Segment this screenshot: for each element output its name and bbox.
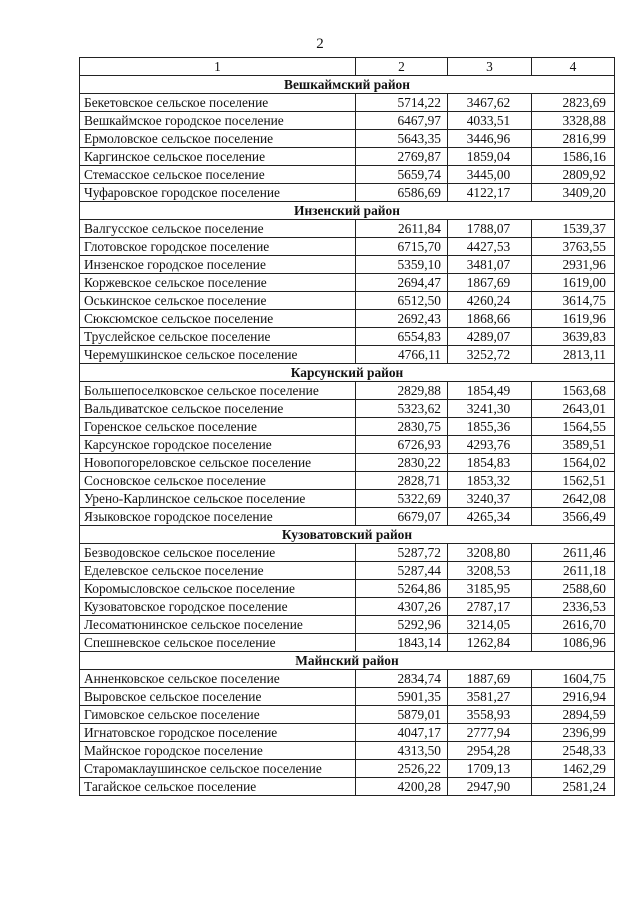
settlement-name-cell: Анненковское сельское поселение: [80, 670, 356, 688]
value-col4-cell: 1604,75: [532, 670, 615, 688]
settlement-name-cell: Оськинское сельское поселение: [80, 292, 356, 310]
settlement-name-cell: Черемушкинское сельское поселение: [80, 346, 356, 364]
settlement-name-cell: Сосновское сельское поселение: [80, 472, 356, 490]
header-row: [80, 58, 615, 76]
settlement-name-cell: Вешкаймское городское поселение: [80, 112, 356, 130]
value-col3-cell: 3208,53: [448, 562, 532, 580]
value-col4-cell: 3639,83: [532, 328, 615, 346]
district-name: Инзенский район: [80, 202, 615, 220]
table-row: [80, 634, 615, 652]
value-col3-cell: 4122,17: [448, 184, 532, 202]
table-row: [80, 742, 615, 760]
value-col3-cell: 3581,27: [448, 688, 532, 706]
value-col2-cell: 5287,44: [356, 562, 448, 580]
value-col4-cell: 2581,24: [532, 778, 615, 796]
value-col4-cell: 2809,92: [532, 166, 615, 184]
value-col2-cell: 2611,84: [356, 220, 448, 238]
district-header-row: [80, 76, 615, 94]
district-name: Майнский район: [80, 652, 615, 670]
value-col3-cell: 2954,28: [448, 742, 532, 760]
table-row: [80, 472, 615, 490]
value-col4-cell: 1086,96: [532, 634, 615, 652]
district-name: Карсунский район: [80, 364, 615, 382]
value-col3-cell: 3185,95: [448, 580, 532, 598]
value-col3-cell: 1855,36: [448, 418, 532, 436]
table-row: [80, 670, 615, 688]
value-col4-cell: 1564,02: [532, 454, 615, 472]
table-row: [80, 688, 615, 706]
value-col3-cell: 3467,62: [448, 94, 532, 112]
table-row: [80, 598, 615, 616]
value-col4-cell: 3566,49: [532, 508, 615, 526]
value-col4-cell: 1619,00: [532, 274, 615, 292]
settlement-name-cell: Урено-Карлинское сельское поселение: [80, 490, 356, 508]
value-col3-cell: 1854,83: [448, 454, 532, 472]
table-row: [80, 544, 615, 562]
table-row: [80, 400, 615, 418]
value-col2-cell: 2694,47: [356, 274, 448, 292]
value-col4-cell: 1564,55: [532, 418, 615, 436]
value-col2-cell: 6715,70: [356, 238, 448, 256]
settlement-name-cell: Инзенское городское поселение: [80, 256, 356, 274]
table-row: [80, 580, 615, 598]
value-col3-cell: 3214,05: [448, 616, 532, 634]
settlement-name-cell: Глотовское городское поселение: [80, 238, 356, 256]
value-col2-cell: 2526,22: [356, 760, 448, 778]
value-col2-cell: 5643,35: [356, 130, 448, 148]
district-header-row: [80, 526, 615, 544]
value-col3-cell: 1859,04: [448, 148, 532, 166]
value-col2-cell: 6554,83: [356, 328, 448, 346]
value-col2-cell: 5322,69: [356, 490, 448, 508]
settlement-name-cell: Лесоматюнинское сельское поселение: [80, 616, 356, 634]
value-col2-cell: 5323,62: [356, 400, 448, 418]
value-col4-cell: 1562,51: [532, 472, 615, 490]
value-col2-cell: 2769,87: [356, 148, 448, 166]
value-col3-cell: 1854,49: [448, 382, 532, 400]
table-row: [80, 256, 615, 274]
header-cell-1: 1: [80, 58, 356, 76]
value-col2-cell: 5714,22: [356, 94, 448, 112]
table-row: [80, 220, 615, 238]
table-row: [80, 310, 615, 328]
table-row: [80, 706, 615, 724]
table-row: [80, 382, 615, 400]
value-col4-cell: 1619,96: [532, 310, 615, 328]
table-row: [80, 184, 615, 202]
table-row: [80, 724, 615, 742]
settlement-name-cell: Выровское сельское поселение: [80, 688, 356, 706]
value-col4-cell: 3614,75: [532, 292, 615, 310]
settlement-name-cell: Карсунское городское поселение: [80, 436, 356, 454]
table-row: [80, 328, 615, 346]
value-col2-cell: 5287,72: [356, 544, 448, 562]
table-row: [80, 292, 615, 310]
value-col2-cell: 2830,22: [356, 454, 448, 472]
table-row: [80, 436, 615, 454]
value-col2-cell: 2829,88: [356, 382, 448, 400]
settlement-name-cell: Чуфаровское городское поселение: [80, 184, 356, 202]
value-col3-cell: 3252,72: [448, 346, 532, 364]
settlement-name-cell: Коромысловское сельское поселение: [80, 580, 356, 598]
table-row: [80, 778, 615, 796]
value-col4-cell: 2813,11: [532, 346, 615, 364]
district-header-row: [80, 202, 615, 220]
value-col4-cell: 2643,01: [532, 400, 615, 418]
value-col3-cell: 4265,34: [448, 508, 532, 526]
settlement-name-cell: Ермоловское сельское поселение: [80, 130, 356, 148]
value-col4-cell: 2931,96: [532, 256, 615, 274]
value-col4-cell: 2916,94: [532, 688, 615, 706]
settlement-name-cell: Старомаклаушинское сельское поселение: [80, 760, 356, 778]
value-col3-cell: 3241,30: [448, 400, 532, 418]
value-col2-cell: 5264,86: [356, 580, 448, 598]
table-row: [80, 274, 615, 292]
value-col2-cell: 4313,50: [356, 742, 448, 760]
district-header-row: [80, 652, 615, 670]
settlement-name-cell: Безводовское сельское поселение: [80, 544, 356, 562]
table-row: [80, 346, 615, 364]
district-name: Вешкаймский район: [80, 76, 615, 94]
settlement-name-cell: Языковское городское поселение: [80, 508, 356, 526]
data-table: [79, 57, 615, 796]
value-col3-cell: 4427,53: [448, 238, 532, 256]
settlement-name-cell: Стемасское сельское поселение: [80, 166, 356, 184]
settlement-name-cell: Игнатовское городское поселение: [80, 724, 356, 742]
settlement-name-cell: Сюксюмское сельское поселение: [80, 310, 356, 328]
table-row: [80, 94, 615, 112]
value-col3-cell: 1262,84: [448, 634, 532, 652]
value-col2-cell: 5879,01: [356, 706, 448, 724]
value-col3-cell: 1709,13: [448, 760, 532, 778]
table-row: [80, 238, 615, 256]
district-name: Кузоватовский район: [80, 526, 615, 544]
header-cell-3: 3: [448, 58, 532, 76]
value-col3-cell: 1788,07: [448, 220, 532, 238]
value-col4-cell: 2616,70: [532, 616, 615, 634]
value-col2-cell: 6586,69: [356, 184, 448, 202]
value-col4-cell: 2396,99: [532, 724, 615, 742]
value-col3-cell: 2947,90: [448, 778, 532, 796]
table-row: [80, 508, 615, 526]
settlement-name-cell: Еделевское сельское поселение: [80, 562, 356, 580]
district-header-row: [80, 364, 615, 382]
value-col3-cell: 1868,66: [448, 310, 532, 328]
value-col3-cell: 1853,32: [448, 472, 532, 490]
table-row: [80, 418, 615, 436]
value-col2-cell: 4766,11: [356, 346, 448, 364]
value-col4-cell: 2548,33: [532, 742, 615, 760]
value-col3-cell: 4293,76: [448, 436, 532, 454]
settlement-name-cell: Горенское сельское поселение: [80, 418, 356, 436]
value-col2-cell: 6512,50: [356, 292, 448, 310]
value-col4-cell: 3763,55: [532, 238, 615, 256]
table-row: [80, 130, 615, 148]
value-col3-cell: 2777,94: [448, 724, 532, 742]
settlement-name-cell: Тагайское сельское поселение: [80, 778, 356, 796]
value-col2-cell: 4200,28: [356, 778, 448, 796]
value-col4-cell: 3409,20: [532, 184, 615, 202]
value-col4-cell: 1586,16: [532, 148, 615, 166]
table-row: [80, 490, 615, 508]
header-cell-4: 4: [532, 58, 615, 76]
value-col2-cell: 5292,96: [356, 616, 448, 634]
value-col4-cell: 2642,08: [532, 490, 615, 508]
value-col4-cell: 1563,68: [532, 382, 615, 400]
value-col2-cell: 6467,97: [356, 112, 448, 130]
settlement-name-cell: Валгусское сельское поселение: [80, 220, 356, 238]
value-col3-cell: 4289,07: [448, 328, 532, 346]
value-col4-cell: 2336,53: [532, 598, 615, 616]
settlement-name-cell: Спешневское сельское поселение: [80, 634, 356, 652]
page-number: 2: [316, 36, 324, 52]
value-col3-cell: 4033,51: [448, 112, 532, 130]
value-col3-cell: 1867,69: [448, 274, 532, 292]
table-row: [80, 562, 615, 580]
value-col4-cell: 1539,37: [532, 220, 615, 238]
value-col3-cell: 3240,37: [448, 490, 532, 508]
value-col4-cell: 1462,29: [532, 760, 615, 778]
value-col2-cell: 1843,14: [356, 634, 448, 652]
table-row: [80, 454, 615, 472]
value-col2-cell: 2834,74: [356, 670, 448, 688]
value-col3-cell: 3558,93: [448, 706, 532, 724]
value-col2-cell: 6726,93: [356, 436, 448, 454]
settlement-name-cell: Труслейское сельское поселение: [80, 328, 356, 346]
value-col4-cell: 2611,46: [532, 544, 615, 562]
table-row: [80, 148, 615, 166]
table-row: [80, 112, 615, 130]
value-col3-cell: 2787,17: [448, 598, 532, 616]
value-col2-cell: 2692,43: [356, 310, 448, 328]
table-row: [80, 760, 615, 778]
value-col3-cell: 3446,96: [448, 130, 532, 148]
settlement-name-cell: Каргинское сельское поселение: [80, 148, 356, 166]
header-cell-2: 2: [356, 58, 448, 76]
value-col3-cell: 3445,00: [448, 166, 532, 184]
value-col4-cell: 3589,51: [532, 436, 615, 454]
value-col4-cell: 2816,99: [532, 130, 615, 148]
value-col3-cell: 4260,24: [448, 292, 532, 310]
value-col2-cell: 2828,71: [356, 472, 448, 490]
value-col2-cell: 5359,10: [356, 256, 448, 274]
settlement-name-cell: Вальдиватское сельское поселение: [80, 400, 356, 418]
settlement-name-cell: Большепоселковское сельское поселение: [80, 382, 356, 400]
settlement-name-cell: Майнское городское поселение: [80, 742, 356, 760]
value-col2-cell: 4307,26: [356, 598, 448, 616]
value-col3-cell: 1887,69: [448, 670, 532, 688]
value-col2-cell: 5659,74: [356, 166, 448, 184]
settlement-name-cell: Гимовское сельское поселение: [80, 706, 356, 724]
table-row: [80, 616, 615, 634]
settlement-name-cell: Кузоватовское городское поселение: [80, 598, 356, 616]
value-col4-cell: 3328,88: [532, 112, 615, 130]
settlement-name-cell: Коржевское сельское поселение: [80, 274, 356, 292]
value-col4-cell: 2611,18: [532, 562, 615, 580]
value-col2-cell: 5901,35: [356, 688, 448, 706]
value-col2-cell: 6679,07: [356, 508, 448, 526]
value-col2-cell: 4047,17: [356, 724, 448, 742]
settlement-name-cell: Новопогореловское сельское поселение: [80, 454, 356, 472]
value-col4-cell: 2823,69: [532, 94, 615, 112]
table-row: [80, 166, 615, 184]
value-col2-cell: 2830,75: [356, 418, 448, 436]
value-col4-cell: 2588,60: [532, 580, 615, 598]
settlement-name-cell: Бекетовское сельское поселение: [80, 94, 356, 112]
value-col3-cell: 3208,80: [448, 544, 532, 562]
value-col3-cell: 3481,07: [448, 256, 532, 274]
value-col4-cell: 2894,59: [532, 706, 615, 724]
